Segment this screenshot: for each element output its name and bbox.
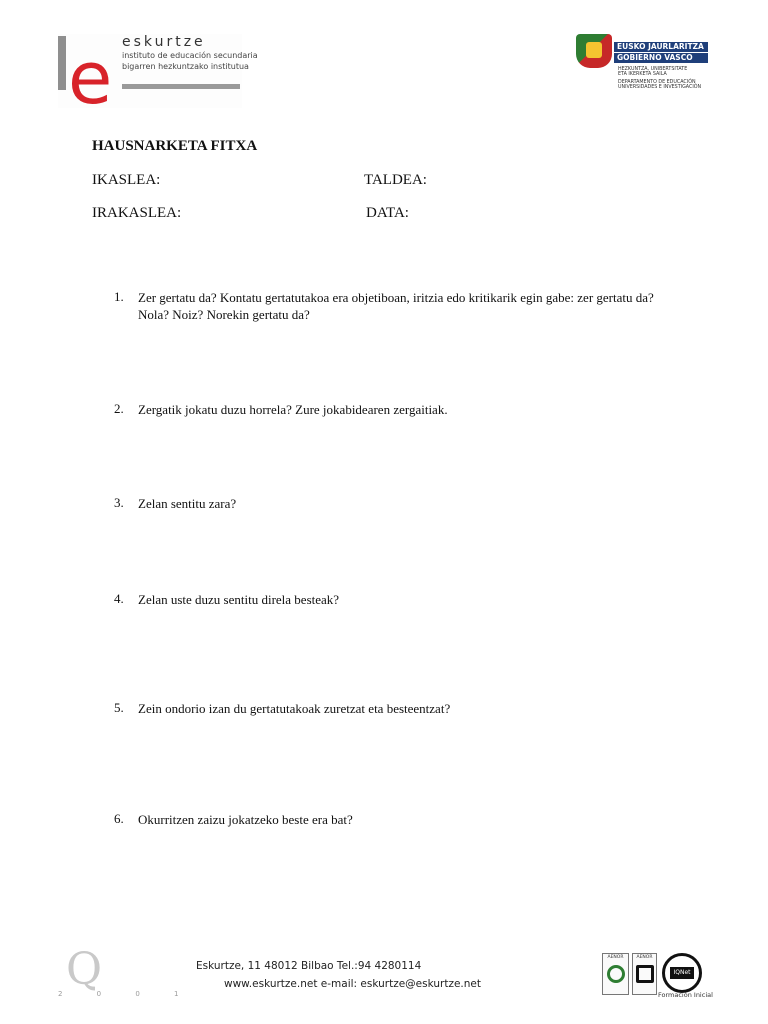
- school-logo: [58, 34, 258, 120]
- er-certificate-icon: [636, 965, 654, 983]
- gov-dept-line-1: HEZKUNTZA, UNIBERTSITATE: [618, 67, 688, 72]
- quality-q-icon: Q: [66, 944, 103, 995]
- cert-badge-er: [632, 953, 657, 995]
- gestion-ambiental-icon: [607, 965, 625, 983]
- logo-bar-horizontal: [122, 84, 240, 89]
- question-text: Zelan sentitu zara?: [138, 496, 237, 511]
- gov-dept-line-3: DEPARTAMENTO DE EDUCACIÓN: [618, 80, 696, 85]
- cert-badge-gestion: [602, 953, 629, 995]
- gov-dept-line-2: ETA IKERKETA SAILA: [618, 72, 667, 77]
- question-number: 2.: [114, 401, 124, 416]
- footer-address: Eskurtze, 11 48012 Bilbao Tel.:94 4280114: [196, 960, 422, 972]
- school-name: eskurtze: [122, 34, 206, 50]
- cert-label: AENOR: [636, 955, 653, 960]
- formacion-inicial-label: Formación Inicial: [658, 991, 713, 999]
- student-label: IKASLEA:: [92, 172, 161, 188]
- question-text: Zergatik jokatu duzu horrela? Zure jokabidearen zergaitiak.: [138, 402, 448, 417]
- gov-dept-line-4: UNIVERSIDADES E INVESTIGACIÓN: [618, 85, 702, 90]
- coat-of-arms-icon: [576, 34, 612, 68]
- gov-name-basque: EUSKO JAURLARITZA: [614, 42, 708, 52]
- group-label: TALDEA:: [364, 172, 427, 188]
- footer-contact: www.eskurtze.net e-mail: eskurtze@eskurtze.net: [224, 978, 481, 990]
- question-text: Zelan uste duzu sentitu direla besteak?: [138, 592, 340, 607]
- logo-e-glyph: e: [68, 36, 113, 120]
- question-number: 4.: [114, 591, 124, 606]
- question-number: 6.: [114, 811, 124, 826]
- question-number: 3.: [114, 495, 124, 510]
- question-number: 5.: [114, 700, 124, 715]
- logo-bar-vertical: [58, 36, 66, 90]
- quality-logo: [58, 944, 195, 1000]
- government-logo: [576, 34, 710, 94]
- iqnet-seal: [662, 953, 702, 993]
- school-subtitle-1: instituto de educación secundaria: [122, 51, 258, 60]
- school-subtitle-2: bigarren hezkuntzako institutua: [122, 62, 249, 71]
- cert-label: AENOR: [607, 955, 624, 960]
- document-title: HAUSNARKETA FITXA: [92, 138, 258, 154]
- quality-year: 2 0 0 1: [58, 990, 195, 998]
- question-text: Okurritzen zaizu jokatzeko beste era bat?: [138, 812, 353, 827]
- question-number: 1.: [114, 289, 124, 304]
- iqnet-label: IQNet: [670, 967, 694, 979]
- teacher-label: IRAKASLEA:: [92, 205, 182, 221]
- gov-name-spanish: GOBIERNO VASCO: [614, 53, 708, 63]
- question-text: Zein ondorio izan du gertatutakoak zuretzat eta besteentzat?: [138, 701, 451, 716]
- question-text: Zer gertatu da? Kontatu gertatutakoa era objetiboan, iritzia edo kritikarik egin gabe: zer gertatu da? Nola? Noiz? Norekin gertatu da?: [138, 290, 654, 322]
- date-label: DATA:: [366, 205, 409, 221]
